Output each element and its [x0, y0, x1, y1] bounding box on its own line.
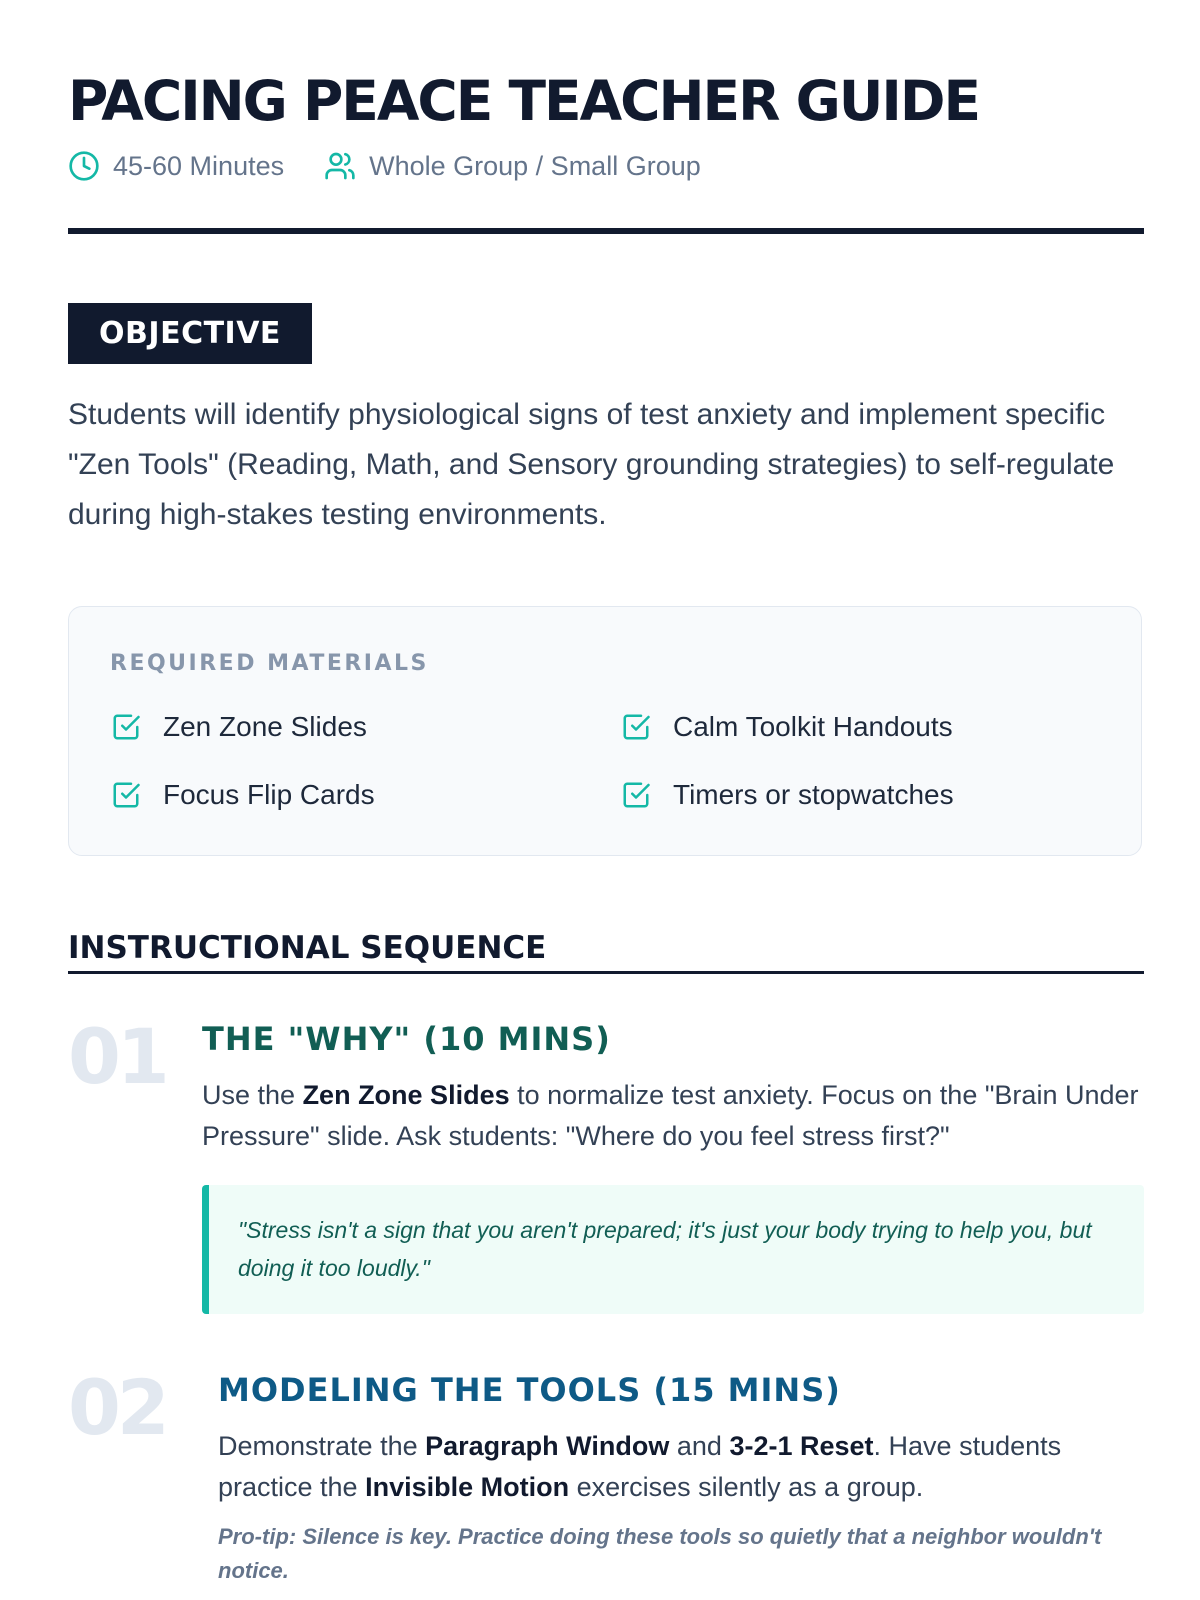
step-body-text: Use the	[202, 1080, 303, 1110]
users-icon	[324, 150, 356, 182]
objective-label: OBJECTIVE	[68, 303, 312, 364]
clock-icon	[68, 150, 100, 182]
material-label: Zen Zone Slides	[163, 711, 367, 742]
material-item	[621, 779, 954, 811]
step-body-text: exercises silently as a group.	[569, 1472, 924, 1502]
material-label: Timers or stopwatches	[673, 779, 954, 810]
page-title: PACING PEACE TEACHER GUIDE	[68, 69, 980, 133]
checkbox-checked-icon	[621, 712, 673, 742]
material-item	[111, 779, 375, 811]
title-divider	[68, 228, 1144, 234]
quote-callout: "Stress isn't a sign that you aren't prepared; it's just your body trying to help you, but doing it too loudly."	[202, 1185, 1144, 1314]
duration-text: 45-60 Minutes	[113, 150, 285, 181]
step-body-emphasis: Invisible Motion	[365, 1472, 570, 1502]
material-item	[621, 711, 953, 743]
lesson-meta	[68, 150, 701, 182]
grouping-meta	[324, 150, 701, 182]
step-body-text: and	[669, 1431, 730, 1461]
step-title: MODELING THE TOOLS (15 MINS)	[218, 1371, 841, 1409]
material-item	[111, 711, 367, 743]
step-body	[218, 1426, 1148, 1508]
step-body-emphasis: Zen Zone Slides	[302, 1080, 510, 1110]
instructional-sequence-heading: INSTRUCTIONAL SEQUENCE	[68, 930, 547, 966]
objective-text: Students will identify physiological signs of test anxiety and implement specific "Zen Tools" (Reading, Math, and Sensory grounding strategies) to self-regulate during high-stakes testing environments.	[68, 398, 1115, 531]
step-body-text: to normalize test anxiety. Focus on the "Brain Under Pressure" slide. Ask students: "Where do you feel stress first?"	[202, 1080, 1139, 1151]
step-number: 01	[68, 1012, 166, 1101]
section-divider	[68, 971, 1144, 974]
materials-heading: REQUIRED MATERIALS	[110, 651, 429, 676]
step-body-text: . Have students practice the	[218, 1431, 1062, 1502]
checkbox-checked-icon	[111, 712, 163, 742]
step-body-emphasis: Paragraph Window	[425, 1431, 670, 1461]
grouping-text: Whole Group / Small Group	[369, 150, 701, 181]
pro-tip: Pro-tip: Silence is key. Practice doing these tools so quietly that a neighbor wouldn't notice.	[218, 1524, 1102, 1583]
step-body-emphasis: 3-2-1 Reset	[729, 1431, 874, 1461]
duration-meta	[68, 150, 284, 182]
step-body	[202, 1075, 1152, 1157]
checkbox-checked-icon	[621, 780, 673, 810]
step-body-text: Demonstrate the	[218, 1431, 426, 1461]
required-materials-box	[68, 606, 1142, 856]
step-number: 02	[68, 1363, 166, 1452]
material-label: Calm Toolkit Handouts	[673, 711, 953, 742]
checkbox-checked-icon	[111, 780, 163, 810]
material-label: Focus Flip Cards	[163, 779, 375, 810]
step-title: THE "WHY" (10 MINS)	[202, 1020, 611, 1058]
